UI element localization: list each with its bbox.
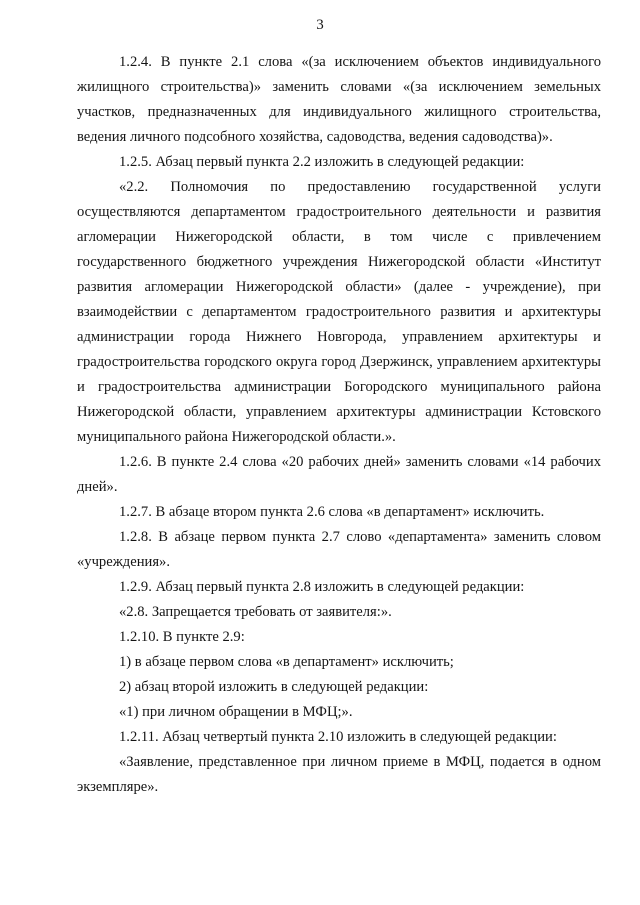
document-body xyxy=(77,50,601,800)
paragraph-mfc-quote: «1) при личном обращении в МФЦ;». xyxy=(119,704,353,720)
paragraph-1-2-6: 1.2.6. В пункте 2.4 слова «20 рабочих дней» заменить словами «14 рабочих дней». xyxy=(77,454,601,495)
paragraph-1-2-11: 1.2.11. Абзац четвертый пункта 2.10 изложить в следующей редакции: xyxy=(119,729,557,745)
paragraph-1-2-4: 1.2.4. В пункте 2.1 слова «(за исключением объектов индивидуального жилищного строительства)» заменить словами «(за исключением земельных участков, предназначенных для индивидуального жилищного строительства, ведения личного подсобного хозяйства, садоводства, ведения садоводства)». xyxy=(77,54,601,145)
paragraph-1-2-9: 1.2.9. Абзац первый пункта 2.8 изложить в следующей редакции: xyxy=(119,579,525,595)
list-item-1: 1) в абзаце первом слова «в департамент» исключить; xyxy=(119,654,454,670)
paragraph-1-2-10: 1.2.10. В пункте 2.9: xyxy=(119,629,245,645)
paragraph-1-2-7: 1.2.7. В абзаце втором пункта 2.6 слова «в департамент» исключить. xyxy=(119,504,545,520)
paragraph-1-2-8: 1.2.8. В абзаце первом пункта 2.7 слово «департамента» заменить словом «учреждения». xyxy=(77,529,601,570)
paragraph-2-2-quote: «2.2. Полномочия по предоставлению государственной услуги осуществляются департаментом градостроительного деятельности и развития агломерации Нижегородской области, в том числе с привлечением государственного бюджетного учреждения Нижегородской области «Институт развития агломерации Нижегородской области» (далее - учреждение), при взаимодействии с департаментом градостроительного развития и архитектуры администрации города Нижнего Новгорода, управлением архитектуры и градостроительства городского округа город Дзержинск, управлением архитектуры и градостроительства администрации Богородского муниципального района Нижегородской области, управлением архитектуры администрации Кстовского муниципального района Нижегородской области.». xyxy=(77,179,601,445)
page-number: 3 xyxy=(316,17,324,33)
list-item-2: 2) абзац второй изложить в следующей редакции: xyxy=(119,679,429,695)
paragraph-application-quote: «Заявление, представленное при личном приеме в МФЦ, подается в одном экземпляре». xyxy=(77,754,601,795)
paragraph-2-8-quote: «2.8. Запрещается требовать от заявителя:». xyxy=(119,604,392,620)
paragraph-1-2-5: 1.2.5. Абзац первый пункта 2.2 изложить в следующей редакции: xyxy=(119,154,525,170)
